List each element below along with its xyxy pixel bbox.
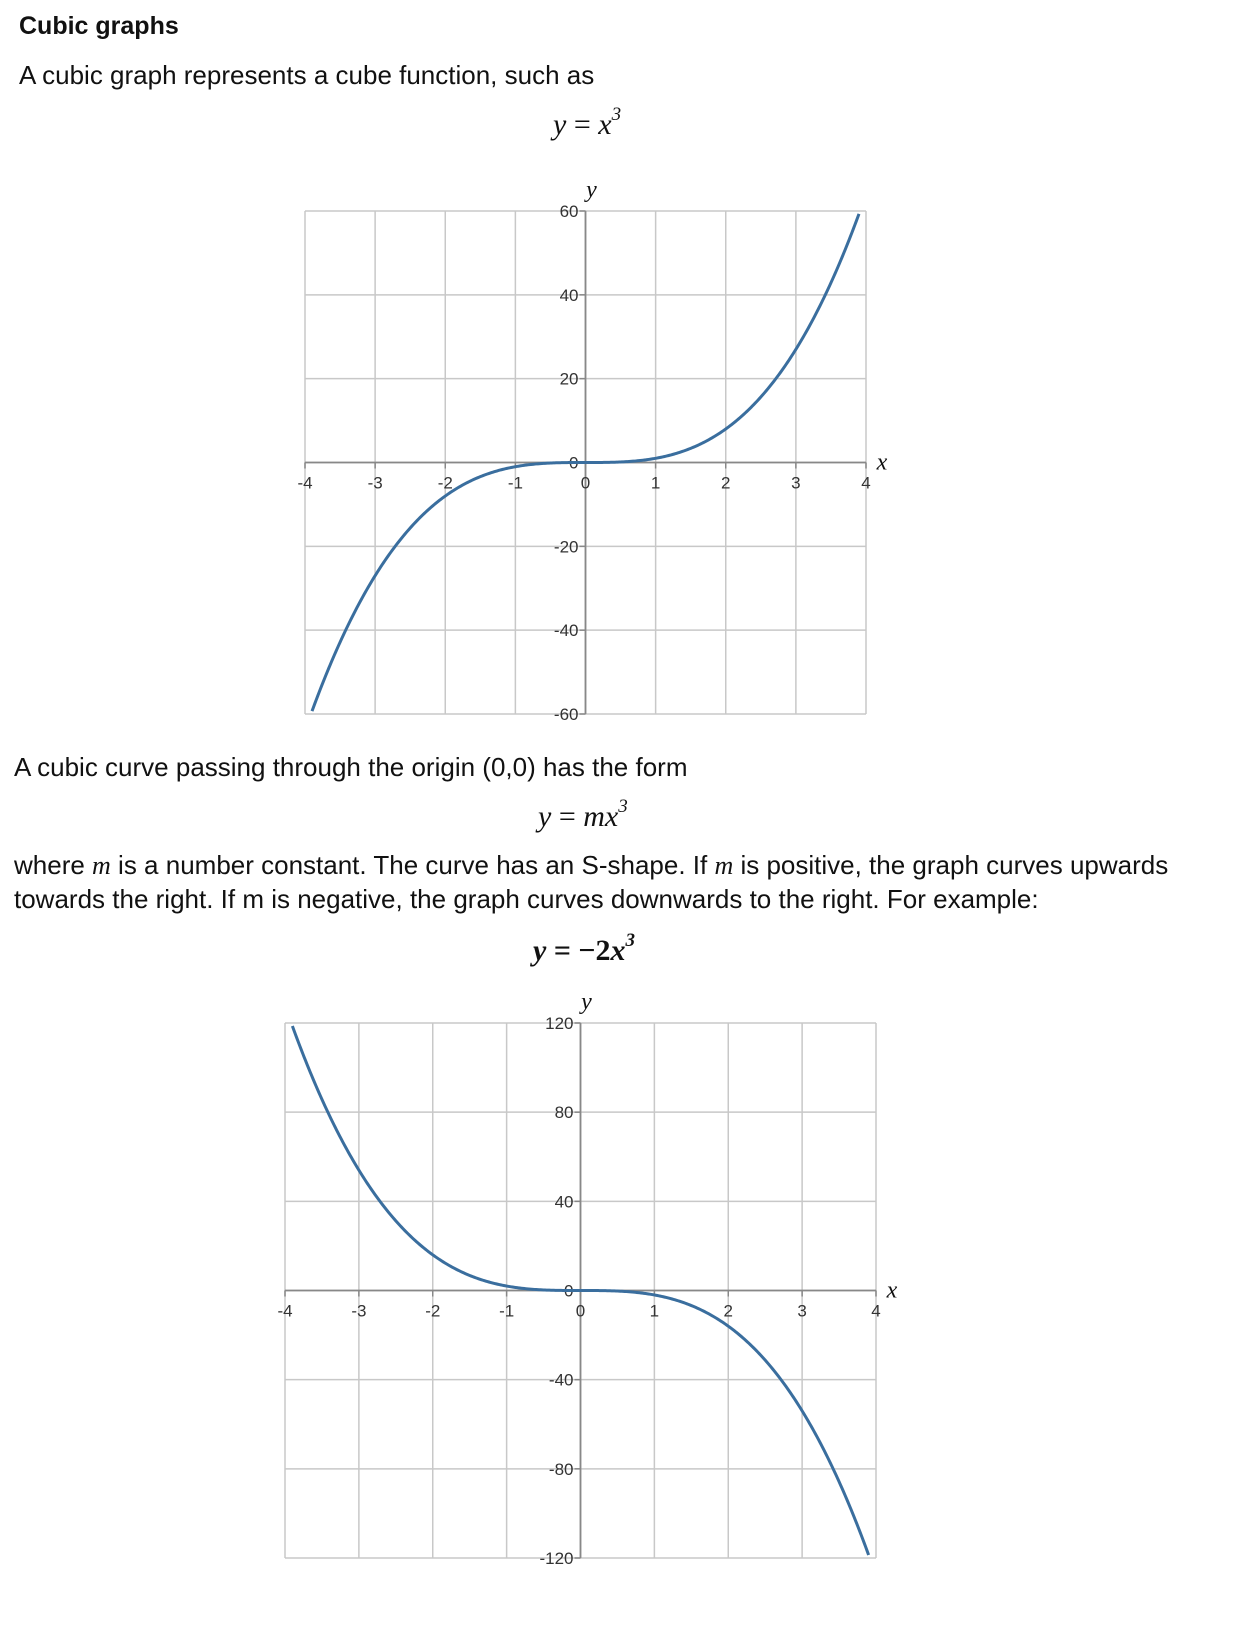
y-tick-label: -40 [548,1370,574,1390]
x-axis-label: x [886,1277,898,1304]
x-tick-label: -3 [367,473,383,493]
y-axis-label: y [581,989,592,1015]
paragraph-explanation-line2: towards the right. If m is negative, the graph curves downwards to the right. For example: [14,884,1039,914]
x-tick-label: 2 [723,1301,733,1321]
y-tick-label: 120 [545,1014,574,1033]
x-tick-label: 2 [721,473,731,493]
x-tick-label: -2 [425,1301,441,1321]
x-tick-label: 1 [649,1301,660,1321]
y-tick-label: 60 [559,202,579,221]
paragraph-explanation-line1: where m is a number constant. The curve has an S-shape. If m is positive, the graph curves upwards [14,850,1169,880]
x-tick-label: -2 [437,473,453,493]
equation-3: $y = -2x^3$ [533,930,636,967]
y-tick-label: 0 [569,453,579,473]
y-tick-label: 20 [559,369,579,389]
heading: Cubic graphs [19,12,179,40]
x-axis-label: x [876,449,888,476]
intro-text: A cubic graph represents a cube function, such as [19,60,595,90]
equation-2: $y = mx^3$ [538,796,628,833]
x-tick-label: 4 [871,1301,881,1321]
paragraph-origin-form: A cubic curve passing through the origin (0,0) has the form [14,752,688,782]
y-axis-label: y [586,177,597,203]
x-tick-label: 1 [650,473,661,493]
y-tick-label: -80 [548,1459,574,1479]
chart-y-equals-minus-2x-cubed [260,985,920,1575]
y-tick-label: -60 [553,705,579,724]
y-tick-label: -20 [553,537,579,557]
x-tick-label: -4 [297,473,313,493]
x-tick-label: 3 [791,473,801,493]
y-tick-label: 40 [554,1192,574,1212]
x-tick-label: -3 [351,1301,367,1321]
chart-y-equals-x-cubed [270,170,910,730]
y-tick-label: 40 [559,285,579,305]
y-tick-label: -120 [539,1549,574,1568]
y-tick-label: -40 [553,621,579,641]
y-tick-label: 80 [554,1103,574,1123]
x-tick-label: -1 [499,1301,515,1321]
x-tick-label: -4 [277,1301,293,1321]
x-tick-label: -1 [507,473,523,493]
x-tick-label: 0 [575,1301,586,1321]
x-tick-label: 4 [861,473,871,493]
y-tick-label: 0 [564,1281,574,1301]
x-tick-label: 0 [580,473,591,493]
equation-1: $y = x^3$ [553,104,622,141]
x-tick-label: 3 [797,1301,807,1321]
